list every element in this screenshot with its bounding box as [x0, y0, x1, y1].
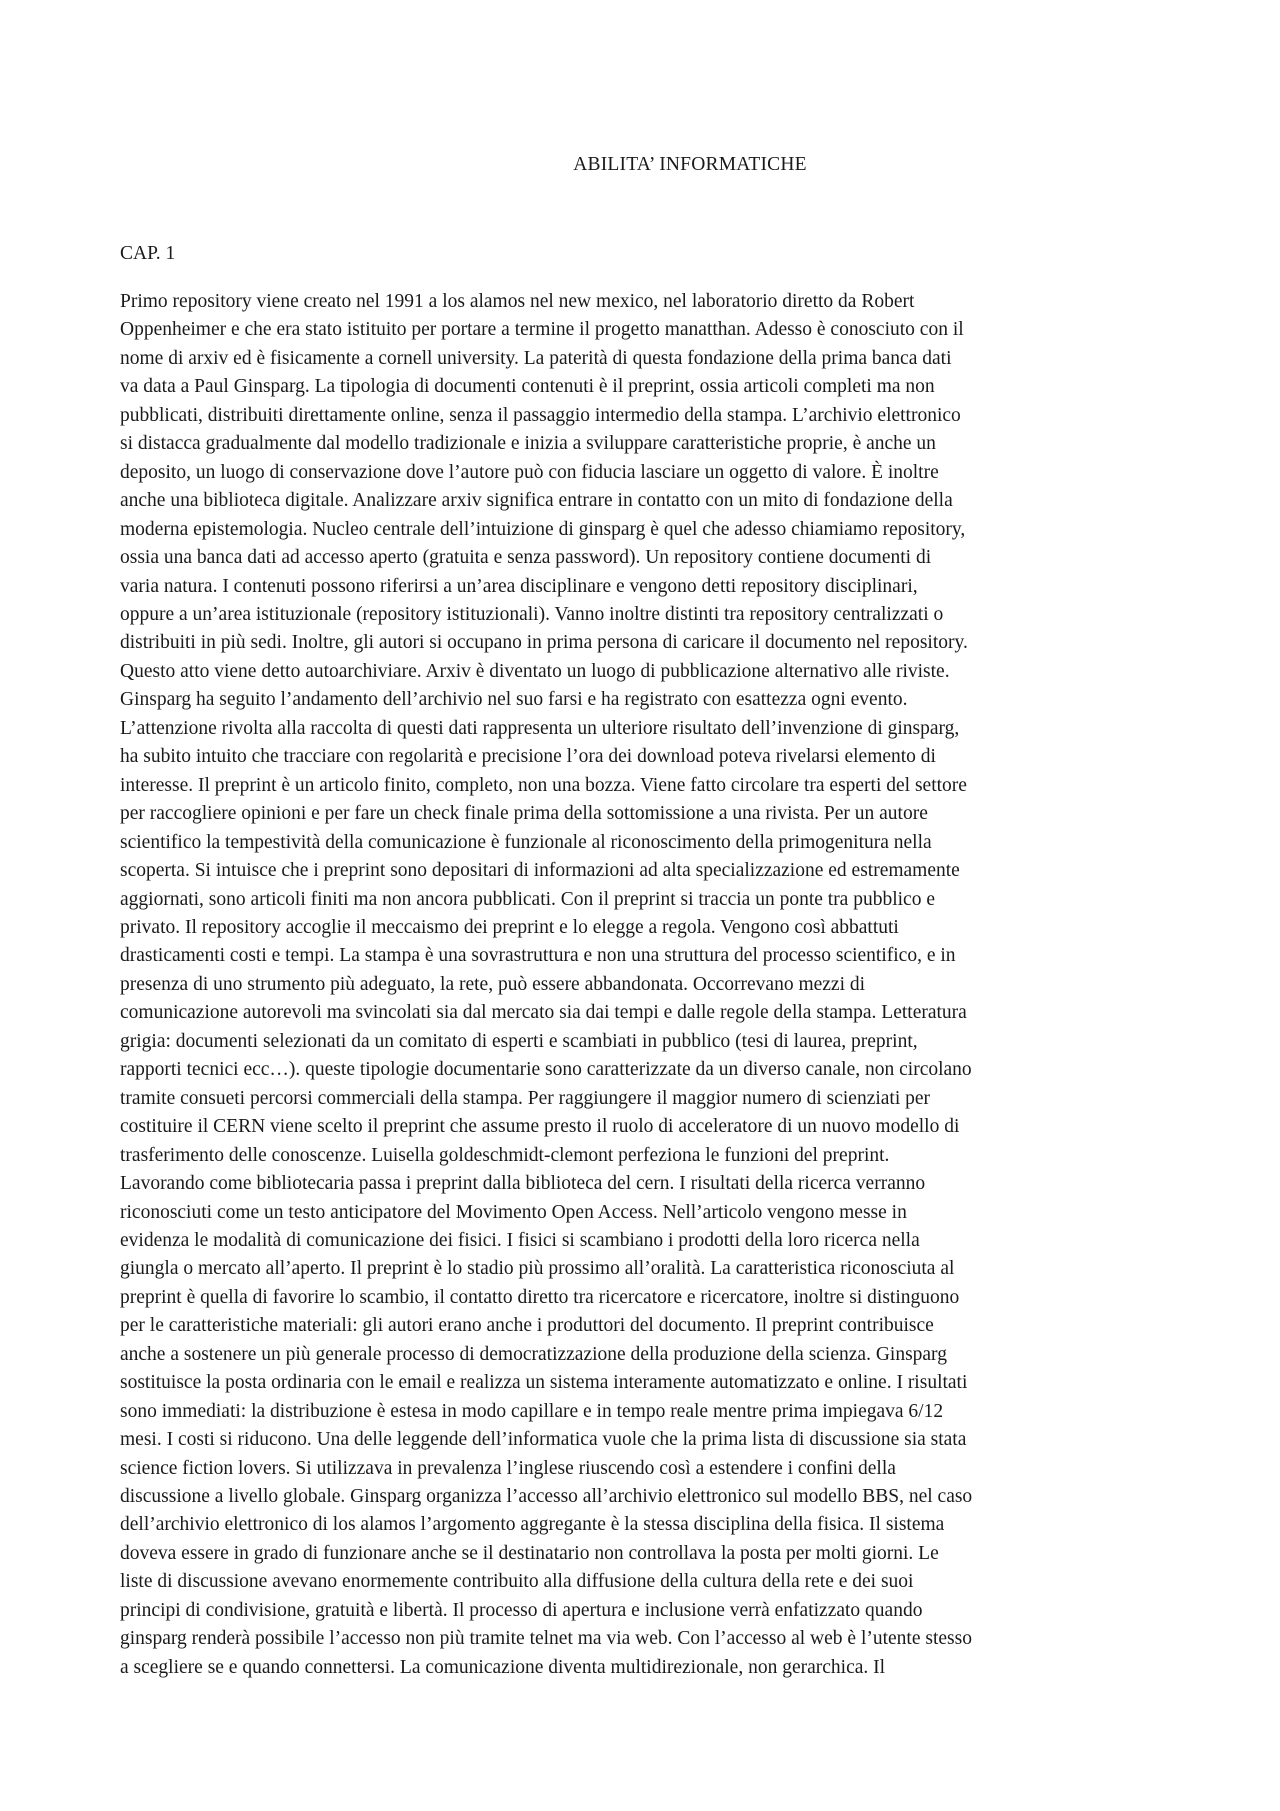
text-line: comunicazione autorevoli ma svincolati sia dal mercato sia dai tempi e dalle regole della stampa. Letteratura: [120, 1002, 967, 1024]
text-line: costituire il CERN viene scelto il preprint che assume presto il ruolo di acceleratore di un nuovo modello di: [120, 1116, 960, 1138]
chapter-heading: CAP. 1: [120, 243, 176, 264]
text-line: interesse. Il preprint è un articolo finito, completo, non una bozza. Viene fatto circolare tra esperti del settore: [120, 774, 967, 796]
text-line: presenza di uno strumento più adeguato, la rete, può essere abbandonata. Occorrevano mezzi di: [120, 973, 866, 995]
text-line: a scegliere se e quando connettersi. La comunicazione diventa multidirezionale, non gerarchica. Il: [120, 1656, 886, 1678]
text-line: Primo repository viene creato nel 1991 a los alamos nel new mexico, nel laboratorio diretto da Robert: [120, 291, 915, 312]
text-line: Questo atto viene detto autoarchiviare. Arxiv è diventato un luogo di pubblicazione alternativo alle riviste.: [120, 660, 950, 682]
text-line: sono immediati: la distribuzione è estesa in modo capillare e in tempo reale mentre prima impiegava 6/12: [120, 1400, 944, 1422]
text-line: deposito, un luogo di conservazione dove l’autore può con fiducia lasciare un oggetto di valore. È inoltre: [120, 461, 939, 483]
text-line: preprint è quella di favorire lo scambio, il contatto diretto tra ricercatore e ricercatore, inoltre si distinguono: [120, 1286, 960, 1308]
text-line: ha subito intuito che tracciare con regolarità e precisione l’ora dei download poteva rivelarsi elemento di: [120, 746, 936, 768]
text-line: tramite consueti percorsi commerciali della stampa. Per raggiungere il maggior numero di scienziati per: [120, 1087, 931, 1109]
text-line: aggiornati, sono articoli finiti ma non ancora pubblicati. Con il preprint si traccia un ponte tra pubblico e: [120, 888, 935, 910]
body-paragraph: [120, 288, 1162, 1682]
text-line: pubblicati, distribuiti direttamente online, senza il passaggio intermedio della stampa. L’archivio elettronico: [120, 404, 961, 426]
text-line: distribuiti in più sedi. Inoltre, gli autori si occupano in prima persona di caricare il documento nel repository.: [120, 632, 968, 654]
text-line: varia natura. I contenuti possono riferirsi a un’area disciplinare e vengono detti repository disciplinari,: [120, 575, 918, 597]
text-line: moderna epistemologia. Nucleo centrale dell’intuizione di ginsparg è quel che adesso chiamiamo repository,: [120, 518, 966, 540]
document-title: ABILITA’ INFORMATICHE: [573, 154, 807, 175]
text-line: per raccogliere opinioni e per fare un check finale prima della sottomissione a una rivista. Per un autore: [120, 803, 928, 825]
text-line: doveva essere in grado di funzionare anche se il destinatario non controllava la posta per molti giorni. Le: [120, 1542, 939, 1564]
text-line: L’attenzione rivolta alla raccolta di questi dati rappresenta un ulteriore risultato dell’invenzione di ginsparg,: [120, 717, 960, 739]
text-line: ossia una banca dati ad accesso aperto (gratuita e senza password). Un repository contiene documenti di: [120, 547, 932, 569]
text-line: privato. Il repository accoglie il meccaismo dei preprint e lo elegge a regola. Vengono così abbattuti: [120, 916, 899, 938]
text-line: grigia: documenti selezionati da un comitato di esperti e scambiati in pubblico (tesi di laurea, preprint,: [120, 1030, 918, 1052]
text-line: evidenza le modalità di comunicazione dei fisici. I fisici si scambiano i prodotti della loro ricerca nella: [120, 1229, 920, 1251]
text-line: principi di condivisione, gratuità e libertà. Il processo di apertura e inclusione verrà enfatizzato quando: [120, 1599, 923, 1621]
text-line: trasferimento delle conoscenze. Luisella goldeschmidt-clemont perfeziona le funzioni del preprint.: [120, 1144, 890, 1166]
text-line: va data a Paul Ginsparg. La tipologia di documenti contenuti è il preprint, ossia articoli completi ma non: [120, 376, 935, 398]
text-line: scientifico la tempestività della comunicazione è funzionale al riconoscimento della primogenitura nella: [120, 831, 932, 853]
text-line: discussione a livello globale. Ginsparg organizza l’accesso all’archivio elettronico sul modello BBS, nel caso: [120, 1486, 973, 1508]
text-line: liste di discussione avevano enormemente contribuito alla diffusione della cultura della rete e dei suoi: [120, 1571, 914, 1593]
text-line: oppure a un’area istituzionale (repository istituzionali). Vanno inoltre distinti tra repository centralizzati o: [120, 603, 944, 625]
text-line: anche una biblioteca digitale. Analizzare arxiv significa entrare in contatto con un mito di fondazione della: [120, 490, 953, 512]
text-line: Lavorando come bibliotecaria passa i preprint dalla biblioteca del cern. I risultati della ricerca verranno: [120, 1173, 926, 1195]
text-line: drasticamenti costi e tempi. La stampa è una sovrastruttura e non una struttura del processo scientifico, e in: [120, 945, 956, 967]
text-line: anche a sostenere un più generale processo di democratizzazione della produzione della scienza. Ginsparg: [120, 1343, 947, 1365]
text-line: nome di arxiv ed è fisicamente a cornell university. La paterità di questa fondazione della prima banca dati: [120, 347, 952, 369]
text-line: mesi. I costi si riducono. Una delle leggende dell’informatica vuole che la prima lista di discussione sia stata: [120, 1429, 967, 1451]
text-line: per le caratteristiche materiali: gli autori erano anche i produttori del documento. Il preprint contribuisce: [120, 1315, 934, 1337]
text-line: Ginsparg ha seguito l’andamento dell’archivio nel suo farsi e ha registrato con esattezza ogni evento.: [120, 689, 908, 711]
text-line: rapporti tecnici ecc…). queste tipologie documentarie sono caratterizzate da un diverso canale, non circolano: [120, 1059, 972, 1081]
text-line: si distacca gradualmente dal modello tradizionale e inizia a sviluppare caratteristiche proprie, è anche un: [120, 433, 936, 455]
text-line: giungla o mercato all’aperto. Il preprint è lo stadio più prossimo all’oralità. La caratteristica riconosciuta al: [120, 1258, 955, 1280]
text-line: Oppenheimer e che era stato istituito per portare a termine il progetto manatthan. Adesso è conosciuto con il: [120, 319, 964, 341]
text-line: ginsparg renderà possibile l’accesso non più tramite telnet ma via web. Con l’accesso al web è l’utente stesso: [120, 1628, 972, 1650]
text-line: sostituisce la posta ordinaria con le email e realizza un sistema interamente automatizzato e online. I risultati: [120, 1372, 968, 1394]
text-line: science fiction lovers. Si utilizzava in prevalenza l’inglese riuscendo così a estendere i confini della: [120, 1457, 896, 1479]
text-line: riconosciuti come un testo anticipatore del Movimento Open Access. Nell’articolo vengono messe in: [120, 1201, 907, 1223]
text-line: dell’archivio elettronico di los alamos l’argomento aggregante è la stessa disciplina della fisica. Il sistema: [120, 1514, 945, 1536]
text-line: scoperta. Si intuisce che i preprint sono depositari di informazioni ad alta specializzazione ed estremamente: [120, 860, 960, 882]
